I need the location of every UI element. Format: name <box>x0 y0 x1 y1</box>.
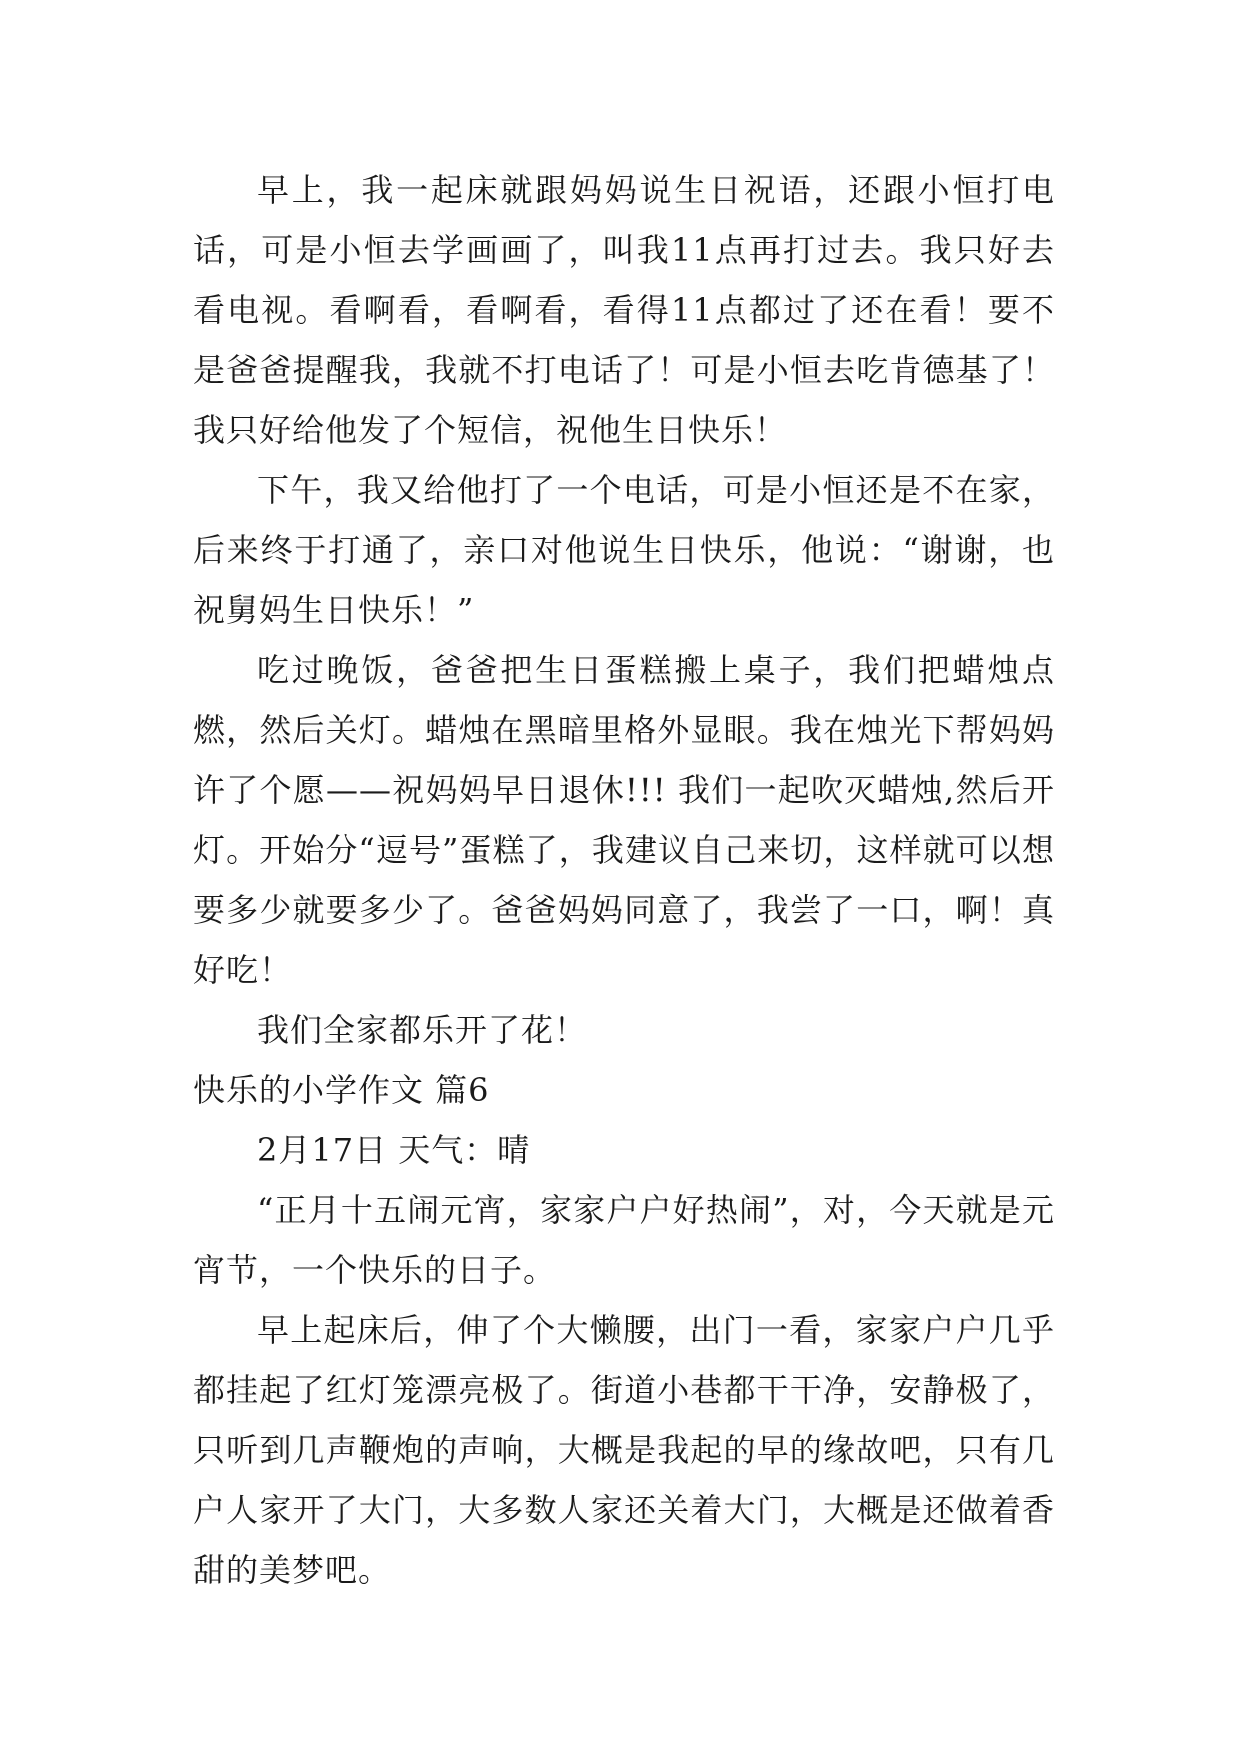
paragraph-evening: 吃过晚饭，爸爸把生日蛋糕搬上桌子，我们把蜡烛点燃，然后关灯。蜡烛在黑暗里格外显眼。我在烛光下帮妈妈许了个愿——祝妈妈早日退休!!! 我们一起吹灭蜡烛,然后开灯。开始分“逗号”蛋糕了，我建议自己来切，这样就可以想要多少就要多少了。爸爸妈妈同意了，我尝了一口，啊！真好吃！ <box>193 651 1055 989</box>
paragraph-morning: 早上，我一起床就跟妈妈说生日祝语，还跟小恒打电话，可是小恒去学画画了，叫我11点再打过去。我只好去看电视。看啊看，看啊看，看得11点都过了还在看！要不是爸爸提醒我，我就不打电话了！可是小恒去吃肯德基了！我只好给他发了个短信，祝他生日快乐！ <box>193 171 1055 449</box>
paragraph-date-weather: 2月17日 天气：晴 <box>257 1131 531 1169</box>
paragraph-lantern-intro: “正月十五闹元宵，家家户户好热闹”，对，今天就是元宵节，一个快乐的日子。 <box>193 1191 1055 1289</box>
section-heading: 快乐的小学作文 篇6 <box>193 1071 490 1109</box>
paragraph-conclusion: 我们全家都乐开了花！ <box>257 1011 588 1049</box>
paragraph-afternoon: 下午，我又给他打了一个电话，可是小恒还是不在家，后来终于打通了，亲口对他说生日快乐，他说：“谢谢，也祝舅妈生日快乐！” <box>193 471 1055 629</box>
paragraph-lantern-morning: 早上起床后，伸了个大懒腰，出门一看，家家户户几乎都挂起了红灯笼漂亮极了。街道小巷都干干净，安静极了，只听到几声鞭炮的声响，大概是我起的早的缘故吧，只有几户人家开了大门，大多数人家还关着大门，大概是还做着香甜的美梦吧。 <box>193 1311 1055 1589</box>
document-body <box>193 160 1055 1600</box>
